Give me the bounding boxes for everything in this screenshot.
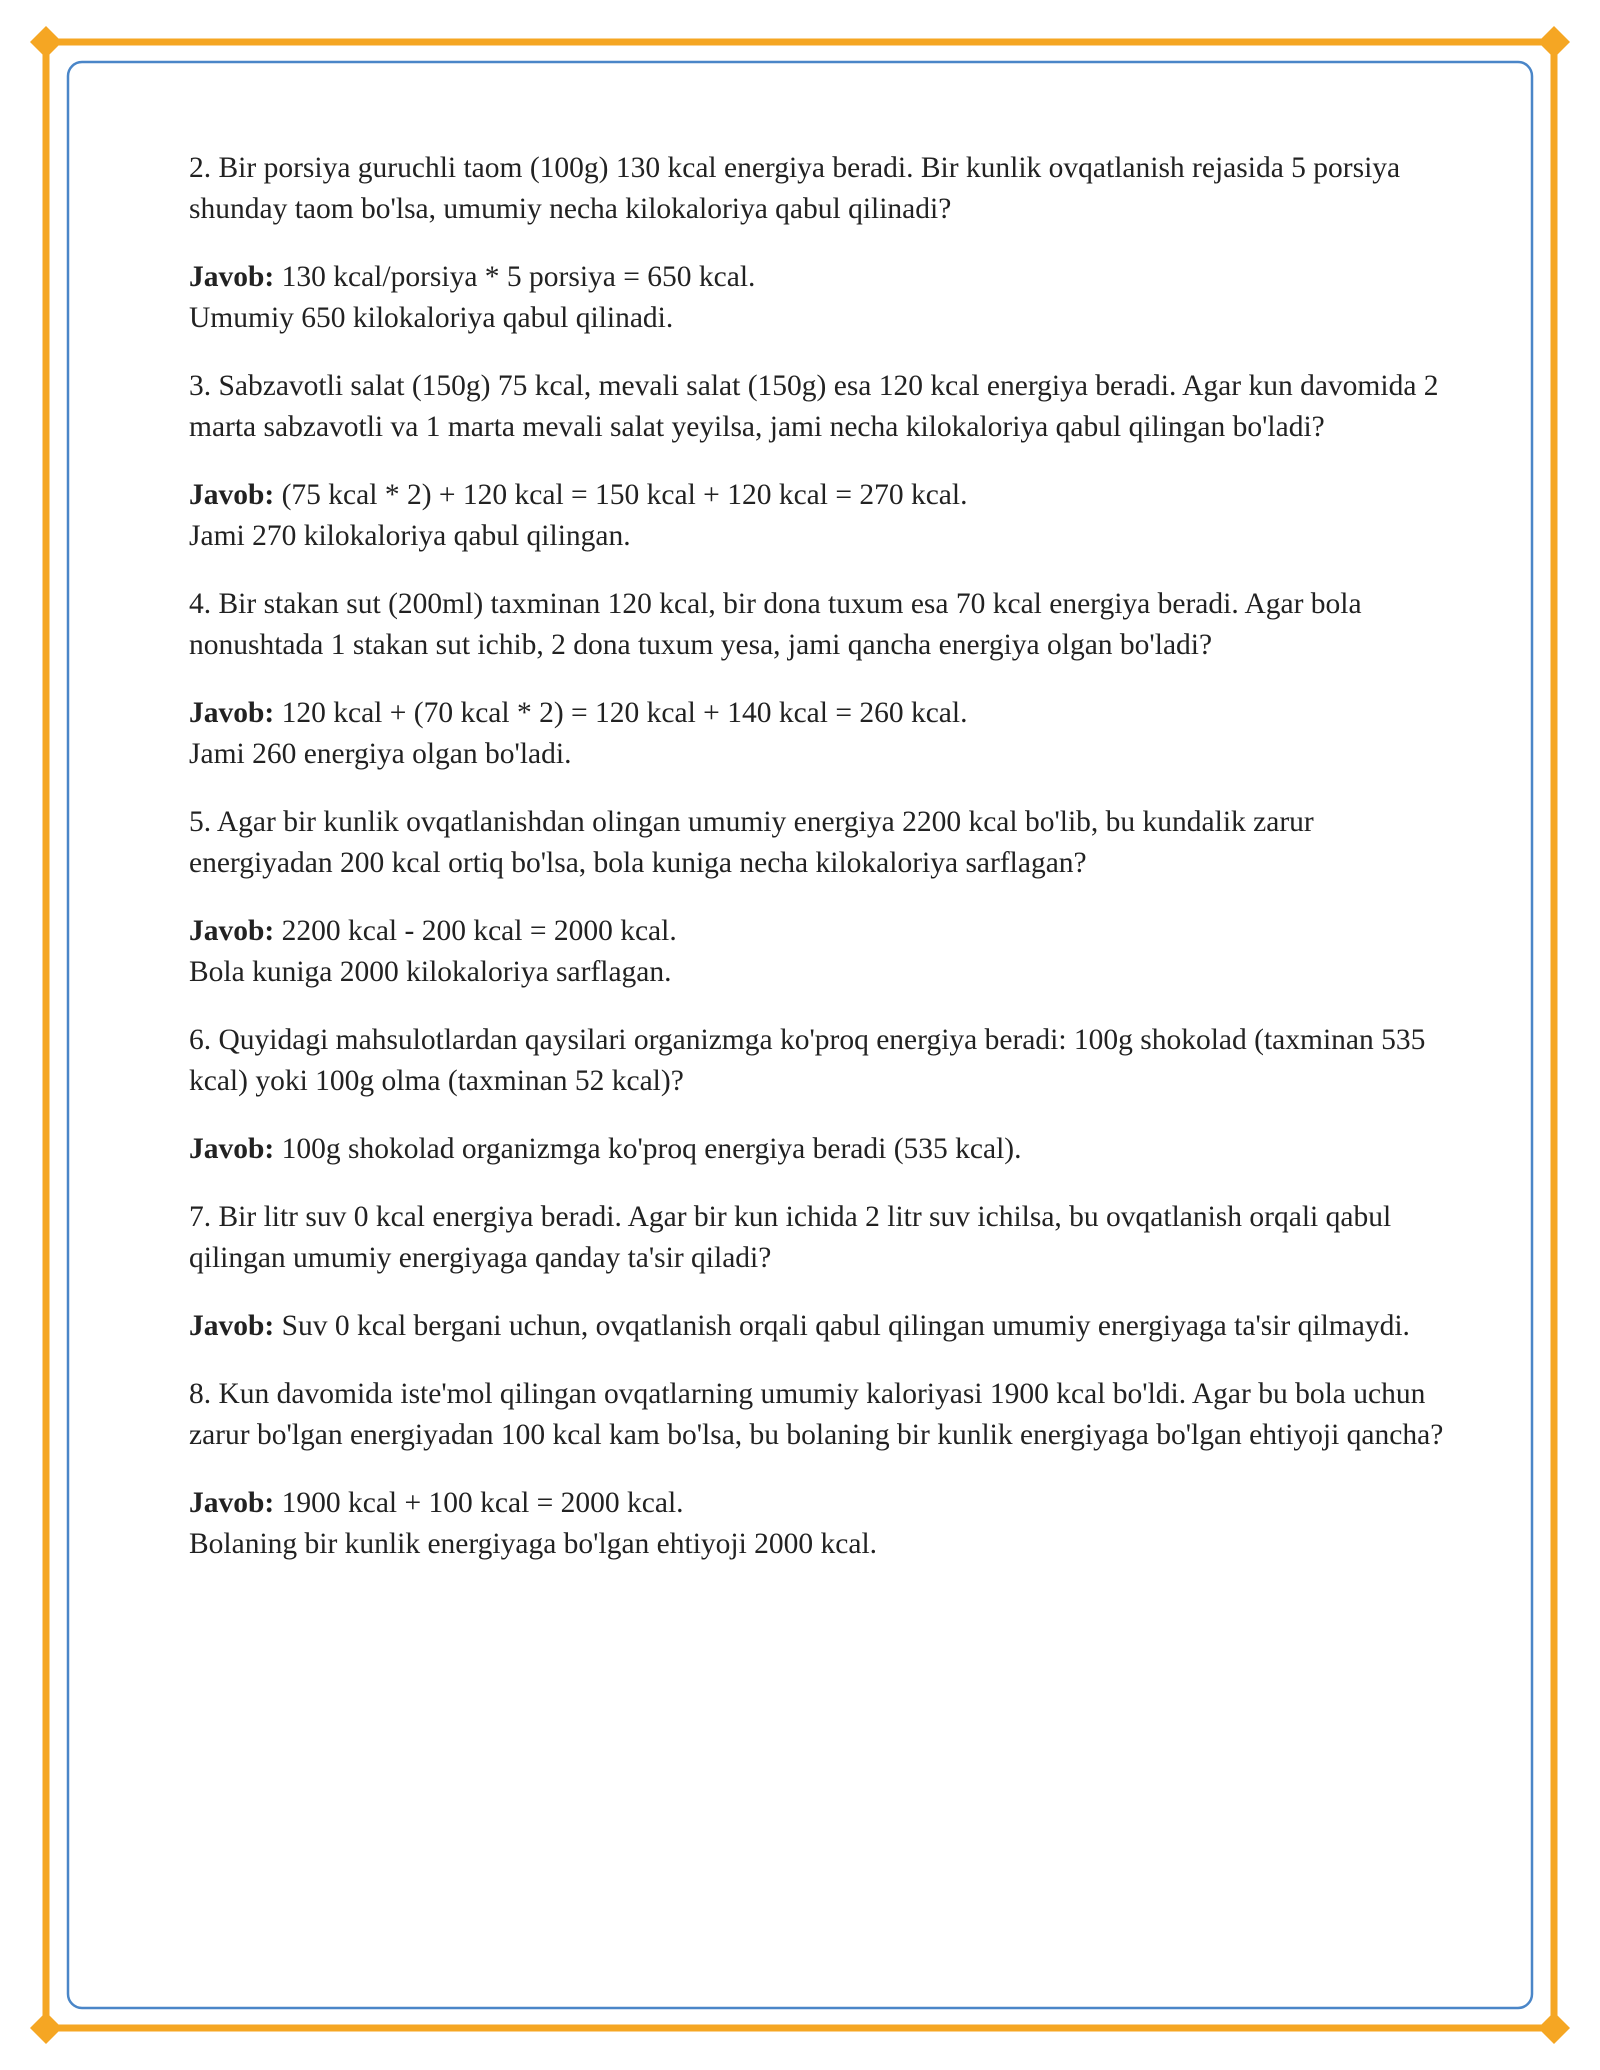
question-block-7: [189, 1197, 1459, 1279]
answer-label: Javob:: [189, 261, 275, 293]
question-text: 2. Bir porsiya guruchli taom (100g) 130 kcal energiya beradi. Bir kunlik ovqatlanish rejasida 5 porsiya shunday taom bo'lsa, umumiy necha kilokaloriya qabul qilinadi?: [189, 152, 1401, 225]
corner-diamond-top-left: [30, 26, 62, 58]
question-block-6: [189, 1020, 1459, 1102]
answer-conclusion: Jami 260 energiya olgan bo'ladi.: [189, 738, 572, 770]
answer-block-4: [189, 693, 1459, 775]
answer-line: [189, 1129, 1459, 1170]
answer-line: [189, 257, 1459, 298]
answer-label: Javob:: [189, 1310, 275, 1342]
question-text: 6. Quyidagi mahsulotlardan qaysilari organizmga ko'proq energiya beradi: 100g shokolad (taxminan 535 kcal) yoki 100g olma (taxminan 52 kcal)?: [189, 1024, 1426, 1097]
question-block-2: [189, 148, 1459, 230]
answer-block-3: [189, 475, 1459, 557]
answer-line: [189, 1483, 1459, 1524]
answer-text: 120 kcal + (70 kcal * 2) = 120 kcal + 140 kcal = 260 kcal.: [281, 697, 968, 729]
answer-block-8: [189, 1483, 1459, 1565]
question-block-5: [189, 802, 1459, 884]
question-text: 8. Kun davomida iste'mol qilingan ovqatlarning umumiy kaloriyasi 1900 kcal bo'ldi. Agar bu bola uchun zarur bo'lgan energiyadan 100 kcal kam bo'lsa, bu bolaning bir kunlik energiyaga bo'lgan ehtiyoji qancha?: [189, 1378, 1444, 1451]
answer-text: 2200 kcal - 200 kcal = 2000 kcal.: [281, 915, 677, 947]
answer-conclusion: Bola kuniga 2000 kilokaloriya sarflagan.: [189, 956, 672, 988]
answer-block-5: [189, 911, 1459, 993]
answer-label: Javob:: [189, 1487, 275, 1519]
answer-line: [189, 475, 1459, 516]
document-body: [189, 148, 1459, 1592]
corner-diamond-bottom-left: [30, 2012, 62, 2044]
question-block-8: [189, 1374, 1459, 1456]
answer-conclusion: Jami 270 kilokaloriya qabul qilingan.: [189, 520, 631, 552]
question-text: 4. Bir stakan sut (200ml) taxminan 120 kcal, bir dona tuxum esa 70 kcal energiya beradi. Agar bola nonushtada 1 stakan sut ichib, 2 dona tuxum yesa, jami qancha energiya olgan bo'ladi?: [189, 588, 1362, 661]
corner-diamond-top-right: [1538, 26, 1570, 58]
answer-text: 1900 kcal + 100 kcal = 2000 kcal.: [281, 1487, 684, 1519]
corner-diamond-bottom-right: [1538, 2012, 1570, 2044]
question-text: 7. Bir litr suv 0 kcal energiya beradi. Agar bir kun ichida 2 litr suv ichilsa, bu ovqatlanish orqali qabul qilingan umumiy energiyaga qanday ta'sir qiladi?: [189, 1201, 1392, 1274]
answer-label: Javob:: [189, 479, 275, 511]
answer-line: [189, 693, 1459, 734]
answer-text: 100g shokolad organizmga ko'proq energiya beradi (535 kcal).: [281, 1133, 1022, 1165]
answer-text: (75 kcal * 2) + 120 kcal = 150 kcal + 120 kcal = 270 kcal.: [281, 479, 968, 511]
answer-block-6: [189, 1129, 1459, 1170]
question-text: 3. Sabzavotli salat (150g) 75 kcal, mevali salat (150g) esa 120 kcal energiya beradi. Agar kun davomida 2 marta sabzavotli va 1 marta mevali salat yeyilsa, jami necha kilokaloriya qabul qilingan bo'ladi?: [189, 370, 1439, 443]
answer-label: Javob:: [189, 915, 275, 947]
answer-block-7: [189, 1306, 1459, 1347]
answer-label: Javob:: [189, 697, 275, 729]
answer-text: 130 kcal/porsiya * 5 porsiya = 650 kcal.: [281, 261, 756, 293]
answer-line: [189, 1306, 1459, 1347]
answer-text: Suv 0 kcal bergani uchun, ovqatlanish orqali qabul qilingan umumiy energiyaga ta'sir qilmaydi.: [281, 1310, 1410, 1342]
answer-conclusion: Bolaning bir kunlik energiyaga bo'lgan ehtiyoji 2000 kcal.: [189, 1528, 878, 1560]
question-block-4: [189, 584, 1459, 666]
answer-label: Javob:: [189, 1133, 275, 1165]
answer-line: [189, 911, 1459, 952]
question-block-3: [189, 366, 1459, 448]
question-text: 5. Agar bir kunlik ovqatlanishdan olingan umumiy energiya 2200 kcal bo'lib, bu kundalik zarur energiyadan 200 kcal ortiq bo'lsa, bola kuniga necha kilokaloriya sarflagan?: [189, 806, 1314, 879]
answer-conclusion: Umumiy 650 kilokaloriya qabul qilinadi.: [189, 302, 674, 334]
answer-block-2: [189, 257, 1459, 339]
